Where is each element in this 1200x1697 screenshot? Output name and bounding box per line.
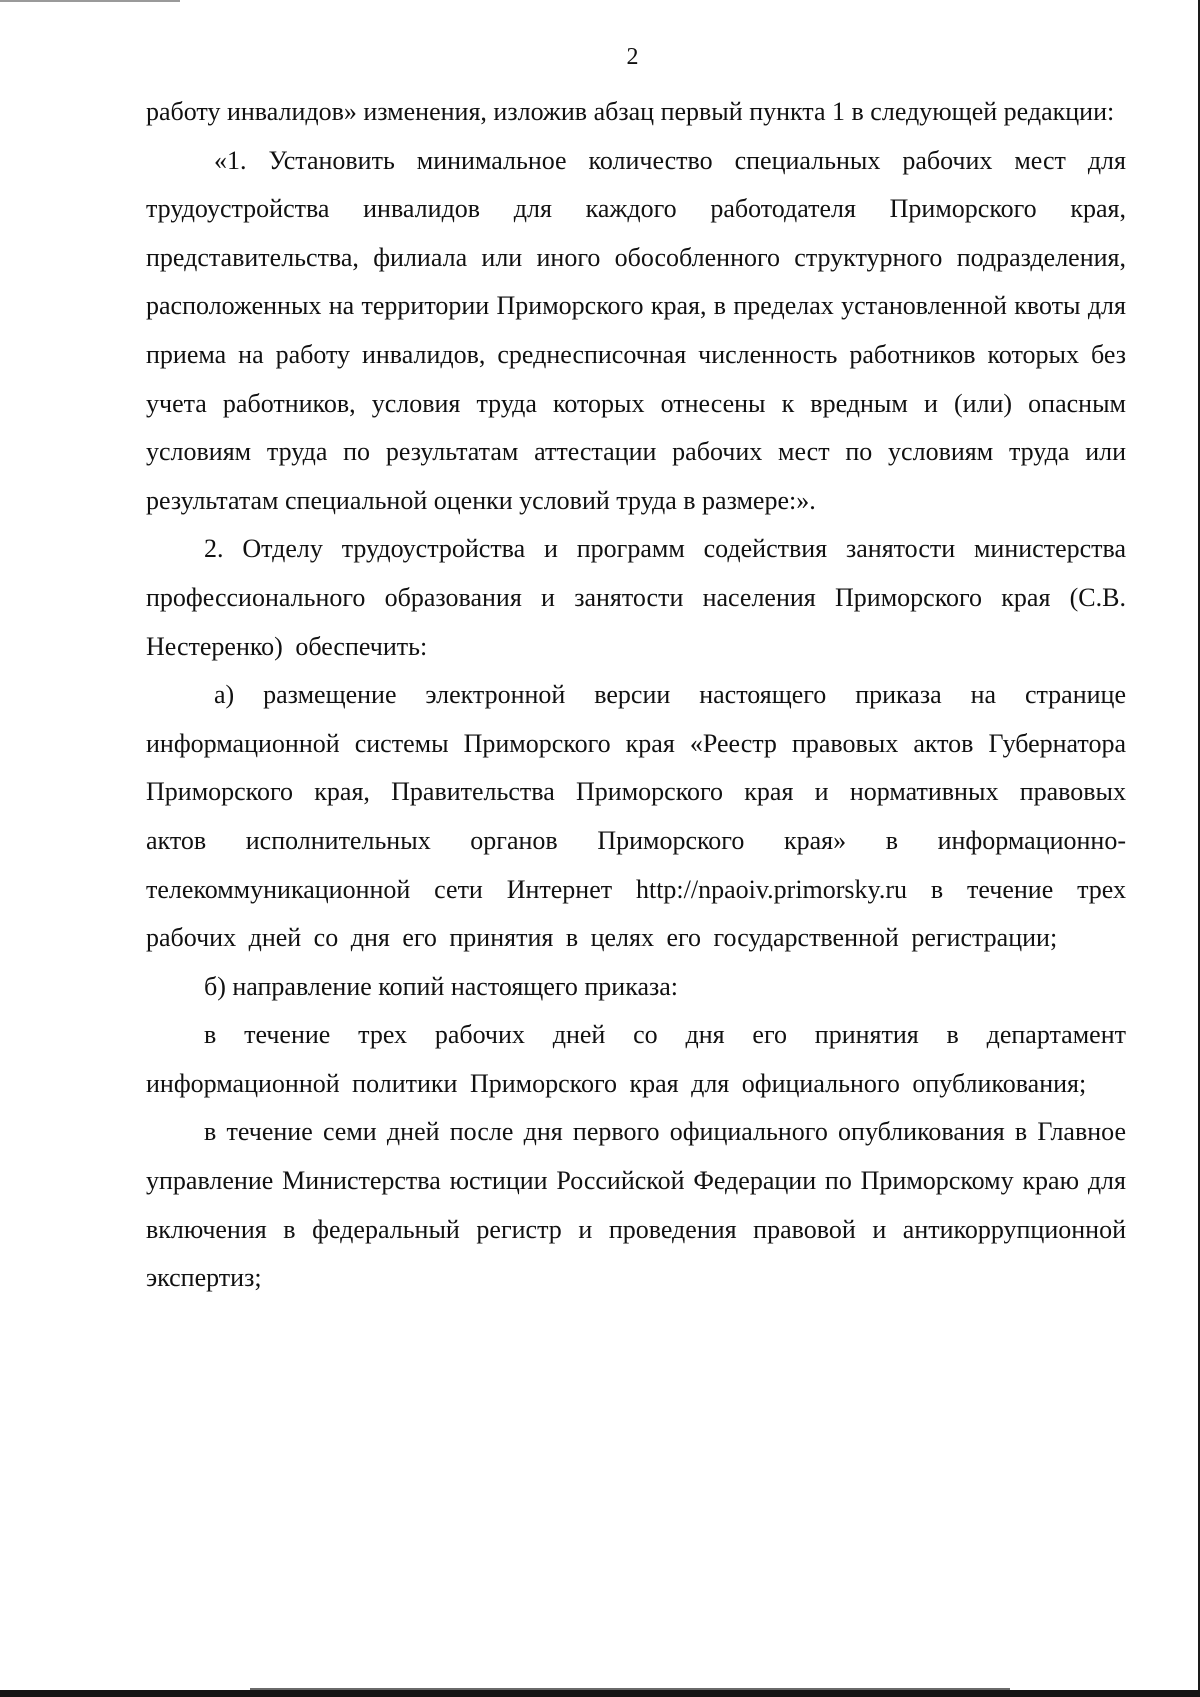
scan-edge-top [0,0,180,2]
paragraph-item-a: а) размещение электронной версии настоящего приказа на странице информационной системы Приморского края «Реестр правовых актов Губернатора Приморского края, Правительства Приморского края и нормативных правовых актов исполнительных органов Приморского края» в информационно-телекоммуникационной сети Интернет http://npaoiv.primorsky.ru в течение трех рабочих дней со дня его принятия в целях его государственной регистрации; [146,680,1126,953]
paragraph-item-2: 2. Отделу трудоустройства и программ содействия занятости министерства профессионального образования и занятости населения Приморского края (С.В. Нестеренко) обеспечить: [146,534,1126,661]
paragraph-subitem-1: в течение трех рабочих дней со дня его принятия в департамент информационной политики Приморского края для официального опубликования; [146,1020,1126,1098]
scan-edge-bottom [0,1690,1200,1697]
paragraph-item-1: «1. Установить минимальное количество специальных рабочих мест для трудоустройства инвалидов для каждого работодателя Приморского края, представительства, филиала или иного обособленного структурного подразделения, расположенных на территории Приморского края, в пределах установленной квоты для приема на работу инвалидов, среднесписочная численность работников которых без учета работников, условия труда которых отнесены к вредным и (или) опасным условиям труда по результатам аттестации рабочих мест по условиям труда или результатам специальной оценки условий труда в размере:». [146,145,1126,515]
paragraph-subitem-2: в течение семи дней после дня первого официального опубликования в Главное управление Министерства юстиции Российской Федерации по Приморскому краю для включения в федеральный регистр и проведения правовой и антикоррупционной экспертиз; [146,1117,1126,1293]
page-number: 2 [626,44,639,70]
document-body [146,88,1126,1303]
paragraph-intro: работу инвалидов» изменения, изложив абзац первый пункта 1 в следующей редакции: [146,97,1115,126]
paragraph-item-b: б) направление копий настоящего приказа: [204,971,679,1001]
